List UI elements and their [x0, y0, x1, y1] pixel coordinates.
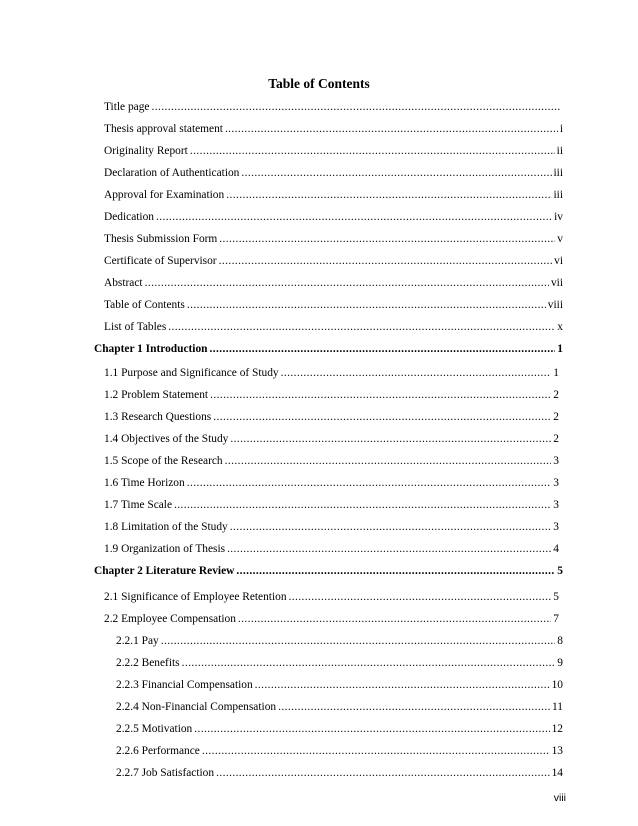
dot-leader: [289, 590, 552, 604]
toc-entry-dedication[interactable]: [104, 210, 563, 224]
toc-entry-page: 14: [551, 767, 563, 779]
toc-entry-certificate-supervisor[interactable]: [104, 254, 563, 268]
dot-leader: [161, 634, 556, 648]
toc-entry-label: Thesis Submission Form: [104, 233, 218, 245]
toc-entry-page: iv: [554, 211, 563, 223]
toc-section-1-9[interactable]: [104, 542, 559, 556]
toc-entry-thesis-approval[interactable]: [104, 122, 563, 136]
dot-leader: [194, 722, 549, 736]
toc-entry-page: 5: [553, 591, 559, 603]
toc-entry-page: 4: [553, 543, 559, 555]
toc-chapter-2[interactable]: [94, 564, 563, 578]
toc-entry-page: 8: [557, 635, 563, 647]
toc-entry-approval-examination[interactable]: [104, 188, 563, 202]
toc-entry-label: 2.2.4 Non-Financial Compensation: [116, 701, 277, 713]
dot-leader: [219, 254, 553, 268]
dot-leader: [216, 766, 550, 780]
dot-leader: [225, 454, 552, 468]
toc-subsection-2-2-4[interactable]: [116, 700, 563, 714]
toc-entry-page: 7: [553, 613, 559, 625]
dot-leader: [174, 498, 551, 512]
toc-section-1-1[interactable]: [104, 366, 559, 380]
dot-leader: [225, 122, 558, 136]
dot-leader: [241, 166, 551, 180]
toc-entry-page: iii: [553, 167, 563, 179]
toc-entry-page: 1: [553, 367, 559, 379]
toc-chapter-label: Chapter 1 Introduction: [94, 343, 208, 355]
toc-entry-page: vi: [554, 255, 563, 267]
toc-section-1-7[interactable]: [104, 498, 559, 512]
toc-subsection-2-2-6[interactable]: [116, 744, 563, 758]
dot-leader: [210, 388, 551, 402]
dot-leader: [236, 564, 555, 578]
toc-entry-page: i: [559, 123, 563, 135]
dot-leader: [156, 210, 552, 224]
toc-subsection-2-2-3[interactable]: [116, 678, 563, 692]
dot-leader: [278, 700, 550, 714]
toc-entry-page: 3: [553, 455, 559, 467]
toc-entry-page: vii: [550, 277, 563, 289]
toc-entry-label: Thesis approval statement: [104, 123, 223, 135]
toc-entry-page: 2: [553, 411, 559, 423]
dot-leader: [230, 432, 551, 446]
toc-chapter-label: Chapter 2 Literature Review: [94, 565, 235, 577]
toc-entry-page: 11: [552, 701, 563, 713]
toc-chapter-page: 5: [557, 565, 563, 577]
toc-entry-page: 9: [557, 657, 563, 669]
toc-entry-page: 10: [551, 679, 563, 691]
toc-entry-label: 1.7 Time Scale: [104, 499, 173, 511]
toc-entry-page: 13: [551, 745, 563, 757]
toc-entry-label: Title page: [104, 101, 150, 113]
toc-subsection-2-2-5[interactable]: [116, 722, 563, 736]
toc-entry-page: v: [557, 233, 563, 245]
toc-entry-label: 2.2.3 Financial Compensation: [116, 679, 253, 691]
toc-entry-label: List of Tables: [104, 321, 167, 333]
toc-entry-page: x: [557, 321, 563, 333]
toc-entry-page: 3: [553, 521, 559, 533]
toc-section-1-6[interactable]: [104, 476, 559, 490]
toc-entry-label: Dedication: [104, 211, 154, 223]
toc-entry-page: 2: [553, 433, 559, 445]
toc-entry-label: 2.1 Significance of Employee Retention: [104, 591, 287, 603]
toc-subsection-2-2-2[interactable]: [116, 656, 563, 670]
toc-subsection-2-2-7[interactable]: [116, 766, 563, 780]
toc-entry-table-of-contents[interactable]: [104, 298, 563, 312]
toc-entry-label: 1.4 Objectives of the Study: [104, 433, 229, 445]
dot-leader: [255, 678, 550, 692]
toc-entry-label: 2.2 Employee Compensation: [104, 613, 236, 625]
toc-entry-label: 1.5 Scope of the Research: [104, 455, 223, 467]
toc-entry-label: Table of Contents: [104, 299, 185, 311]
toc-entry-label: 1.3 Research Questions: [104, 411, 212, 423]
toc-section-1-5[interactable]: [104, 454, 559, 468]
toc-entry-abstract[interactable]: [104, 276, 563, 290]
toc-entry-page: viii: [547, 299, 563, 311]
toc-entry-page: 3: [553, 477, 559, 489]
toc-chapter-1[interactable]: [94, 342, 563, 356]
toc-entry-page: 2: [553, 389, 559, 401]
dot-leader: [145, 276, 549, 290]
dot-leader: [202, 744, 550, 758]
toc-chapter-page: 1: [557, 343, 563, 355]
toc-entry-originality-report[interactable]: [104, 144, 563, 158]
toc-entry-page: 3: [553, 499, 559, 511]
toc-entry-label: Originality Report: [104, 145, 188, 157]
toc-entry-label: 1.1 Purpose and Significance of Study: [104, 367, 279, 379]
toc-entry-submission-form[interactable]: [104, 232, 563, 246]
toc-entry-page: ii: [556, 145, 563, 157]
toc-entry-label: 2.2.2 Benefits: [116, 657, 180, 669]
toc-entry-label: 2.2.7 Job Satisfaction: [116, 767, 215, 779]
dot-leader: [230, 520, 552, 534]
toc-entry-page: iii: [553, 189, 563, 201]
dot-leader: [187, 298, 546, 312]
toc-entry-list-of-tables[interactable]: [104, 320, 563, 334]
toc-section-1-3[interactable]: [104, 410, 559, 424]
toc-entry-label: Approval for Examination: [104, 189, 225, 201]
toc-entry-label: Certificate of Supervisor: [104, 255, 217, 267]
toc-section-2-1[interactable]: [104, 590, 559, 604]
dot-leader: [238, 612, 551, 626]
toc-entry-label: 1.9 Organization of Thesis: [104, 543, 226, 555]
dot-leader: [213, 410, 551, 424]
dot-leader: [182, 656, 556, 670]
toc-section-2-2[interactable]: [104, 612, 559, 626]
toc-entry-label: Declaration of Authentication: [104, 167, 240, 179]
dot-leader: [190, 144, 555, 158]
toc-section-1-4[interactable]: [104, 432, 559, 446]
dot-leader: [187, 476, 552, 490]
toc-entry-label: 2.2.1 Pay: [116, 635, 159, 647]
dot-leader: [168, 320, 555, 334]
toc-entry-label: 1.6 Time Horizon: [104, 477, 185, 489]
page-title: Table of Contents: [268, 76, 370, 91]
toc-section-1-2[interactable]: [104, 388, 559, 402]
dot-leader: [151, 100, 561, 114]
toc-entry-label: 2.2.5 Motivation: [116, 723, 193, 735]
dot-leader: [226, 188, 551, 202]
dot-leader: [281, 366, 552, 380]
dot-leader: [210, 342, 556, 356]
toc-section-1-8[interactable]: [104, 520, 559, 534]
toc-entry-label: 2.2.6 Performance: [116, 745, 200, 757]
footer-page-number: viii: [553, 792, 566, 804]
toc-entry-label: 1.2 Problem Statement: [104, 389, 209, 401]
toc-entry-title-page[interactable]: [104, 100, 563, 114]
dot-leader: [227, 542, 551, 556]
dot-leader: [219, 232, 555, 246]
toc-subsection-2-2-1[interactable]: [116, 634, 563, 648]
toc-entry-declaration[interactable]: [104, 166, 563, 180]
toc-entry-page: 12: [551, 723, 563, 735]
toc-entry-label: Abstract: [104, 277, 143, 289]
toc-entry-label: 1.8 Limitation of the Study: [104, 521, 228, 533]
